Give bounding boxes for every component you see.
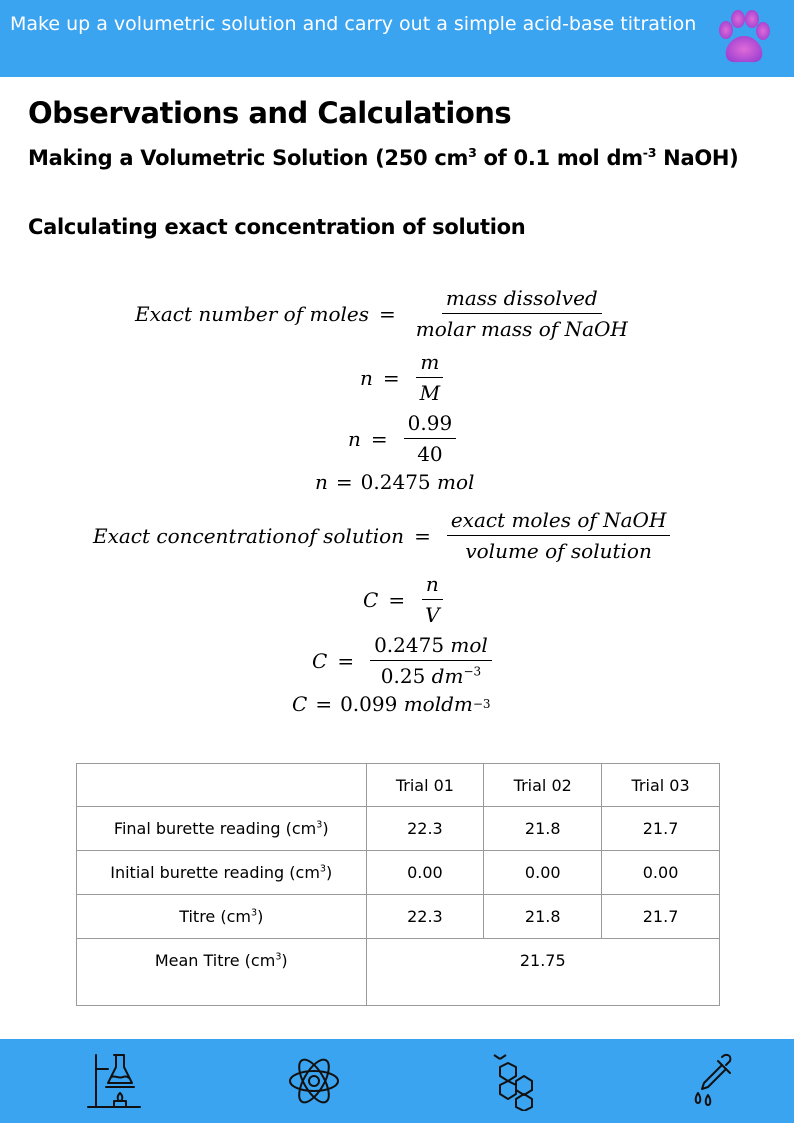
row-label: Final burette reading $(cm^3)$ <box>77 807 367 851</box>
table-cell: 22.3 <box>366 807 484 851</box>
molecule-rings-icon <box>486 1051 546 1111</box>
equation-n-substituted: n = $\frac{0.99}{40}$ <box>348 411 462 466</box>
table-cell: 21.8 <box>484 895 602 939</box>
table-header-cell: Trial 02 <box>484 764 602 807</box>
table-cell: 0.00 <box>602 851 720 895</box>
row-label: Initial burette reading $(cm^3)$ <box>77 851 367 895</box>
mean-titre-value: 21.75 <box>366 939 719 1006</box>
table-header-row <box>77 764 720 807</box>
table-header-cell: Trial 01 <box>366 764 484 807</box>
subsection-title: Making a Volumetric Solution (250 $cm^3$ of 0.1 mol $dm^{-3}$ NaOH) <box>28 145 739 170</box>
equation-c-result: C = 0.099 moldm −3 <box>292 692 491 716</box>
table-cell: 22.3 <box>366 895 484 939</box>
table-row-mean <box>77 939 720 1006</box>
equation-concentration-definition: Exact concentrationof solution = $\frac{\text{exact moles of NaOH}}{\text{volume of solution}}$ <box>93 508 676 563</box>
equation-n-m-over-M: n = $\frac{m}{M}$ <box>360 350 450 405</box>
atom-icon <box>284 1051 344 1111</box>
footer-bar <box>0 1039 794 1123</box>
equation-n-result: n = 0.2475 mol <box>315 470 475 494</box>
equation-c-n-over-V: C = $\frac{n}{V}$ <box>363 572 450 627</box>
section-title: Observations and Calculations <box>28 96 512 130</box>
equation-c-substituted: C = $\frac{\text{0.2475 mol}}{0.25 dm^{-3}}$ <box>312 633 498 688</box>
page-title: Make up a volumetric solution and carry out a simple acid-base titration <box>10 13 697 35</box>
equation-moles-definition: Exact number of moles = $\frac{\text{mass dissolved}}{\text{molar mass of NaOH}}$ <box>135 286 628 341</box>
table-row <box>77 895 720 939</box>
header-bar <box>0 0 794 77</box>
table-header-cell: Trial 03 <box>602 764 720 807</box>
dropper-icon <box>684 1051 744 1111</box>
table-row <box>77 851 720 895</box>
table-header-cell <box>77 764 367 807</box>
calculation-heading: Calculating exact concentration of solution <box>28 215 526 239</box>
table-row <box>77 807 720 851</box>
table-cell: 21.7 <box>602 895 720 939</box>
row-label: Titre $(cm^3)$ <box>77 895 367 939</box>
titration-results-table <box>76 763 720 1006</box>
table-cell: 0.00 <box>366 851 484 895</box>
table-cell: 21.8 <box>484 807 602 851</box>
paw-print-icon <box>712 6 776 70</box>
row-label: Mean Titre $(cm^3)$ <box>77 939 367 1006</box>
table-cell: 21.7 <box>602 807 720 851</box>
lab-burner-flask-icon <box>84 1051 144 1111</box>
table-cell: 0.00 <box>484 851 602 895</box>
